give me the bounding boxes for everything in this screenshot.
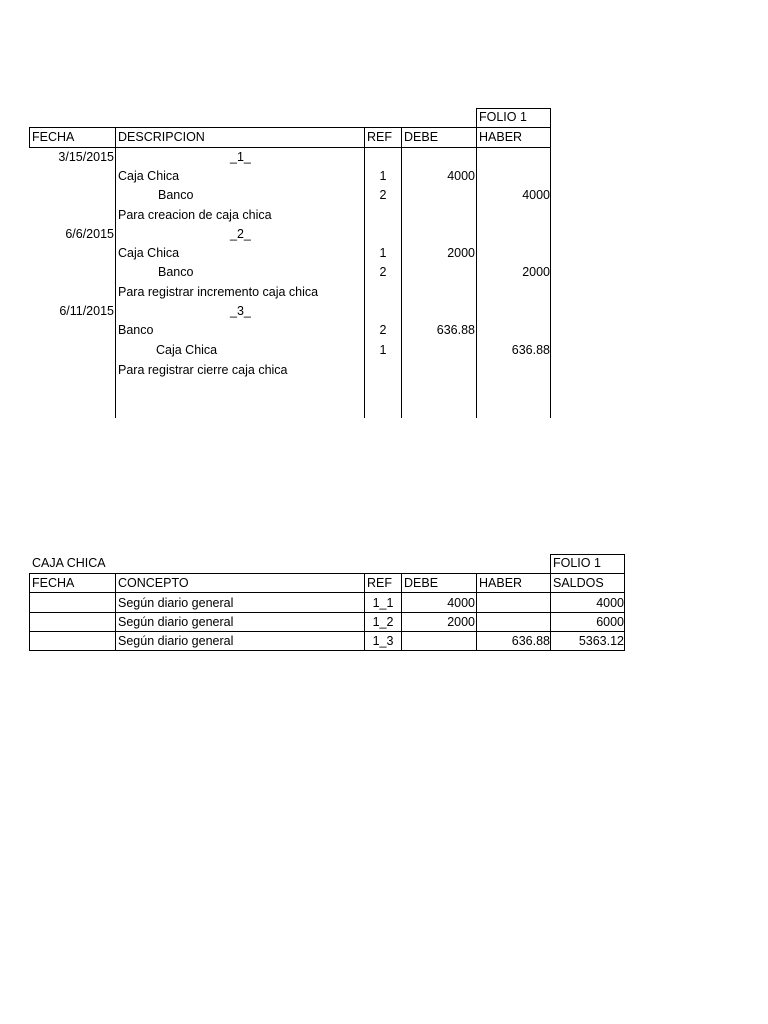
ledger-title: CAJA CHICA [32, 556, 106, 570]
journal-account: Caja Chica [118, 169, 180, 183]
ledger-concepto: Según diario general [118, 615, 234, 629]
journal-account: Banco [158, 188, 194, 202]
ledger-haber: 636.88 [511, 634, 550, 648]
journal-date: 3/15/2015 [58, 150, 114, 164]
journal-haber: 636.88 [511, 343, 550, 357]
ledger-saldo: 6000 [596, 615, 624, 629]
journal-explanation: Para registrar cierre caja chica [118, 363, 288, 377]
ledger-concepto: Según diario general [118, 596, 234, 610]
ledger-header-debe: DEBE [404, 576, 439, 590]
ledger-header-fecha: FECHA [32, 576, 75, 590]
ledger-debe: 2000 [447, 615, 475, 629]
ledger-folio: FOLIO 1 [553, 556, 601, 570]
journal-date: 6/11/2015 [59, 304, 114, 318]
ledger-saldo: 4000 [596, 596, 624, 610]
ledger-ref: 1_2 [372, 615, 394, 629]
journal-explanation: Para registrar incremento caja chica [118, 285, 319, 299]
journal-date: 6/6/2015 [65, 227, 114, 241]
journal-debe: 636.88 [436, 323, 475, 337]
journal-entry-number: _1_ [230, 150, 251, 164]
journal-account: Caja Chica [156, 343, 218, 357]
journal-ref: 1 [379, 246, 387, 260]
journal-account: Banco [118, 323, 154, 337]
journal-account: Banco [158, 265, 194, 279]
journal-debe: 4000 [447, 169, 475, 183]
ledger-header-concepto: CONCEPTO [118, 576, 189, 590]
journal-header-debe: DEBE [404, 130, 439, 144]
ledger-header-haber: HABER [479, 576, 523, 590]
journal-header-ref: REF [367, 130, 392, 144]
journal-entry-number: _3_ [230, 304, 251, 318]
ledger-header-saldos: SALDOS [553, 576, 604, 590]
journal-header-descripcion: DESCRIPCION [118, 130, 205, 144]
journal-ref: 2 [379, 265, 387, 279]
ledger-ref: 1_1 [372, 596, 394, 610]
journal-ref: 1 [379, 169, 387, 183]
ledger-header-ref: REF [367, 576, 392, 590]
journal-header-haber: HABER [479, 130, 523, 144]
journal-haber: 2000 [522, 265, 550, 279]
journal-header-fecha: FECHA [32, 130, 75, 144]
journal-folio: FOLIO 1 [479, 110, 527, 124]
journal-ref: 2 [379, 323, 387, 337]
journal-haber: 4000 [522, 188, 550, 202]
journal-ref: 2 [379, 188, 387, 202]
journal-entry-number: _2_ [230, 227, 251, 241]
ledger-saldo: 5363.12 [578, 634, 624, 648]
ledger-concepto: Según diario general [118, 634, 234, 648]
journal-ref: 1 [379, 343, 387, 357]
ledger-ref: 1_3 [372, 634, 394, 648]
journal-debe: 2000 [447, 246, 475, 260]
journal-account: Caja Chica [118, 246, 180, 260]
journal-explanation: Para creacion de caja chica [118, 208, 272, 222]
ledger-debe: 4000 [447, 596, 475, 610]
